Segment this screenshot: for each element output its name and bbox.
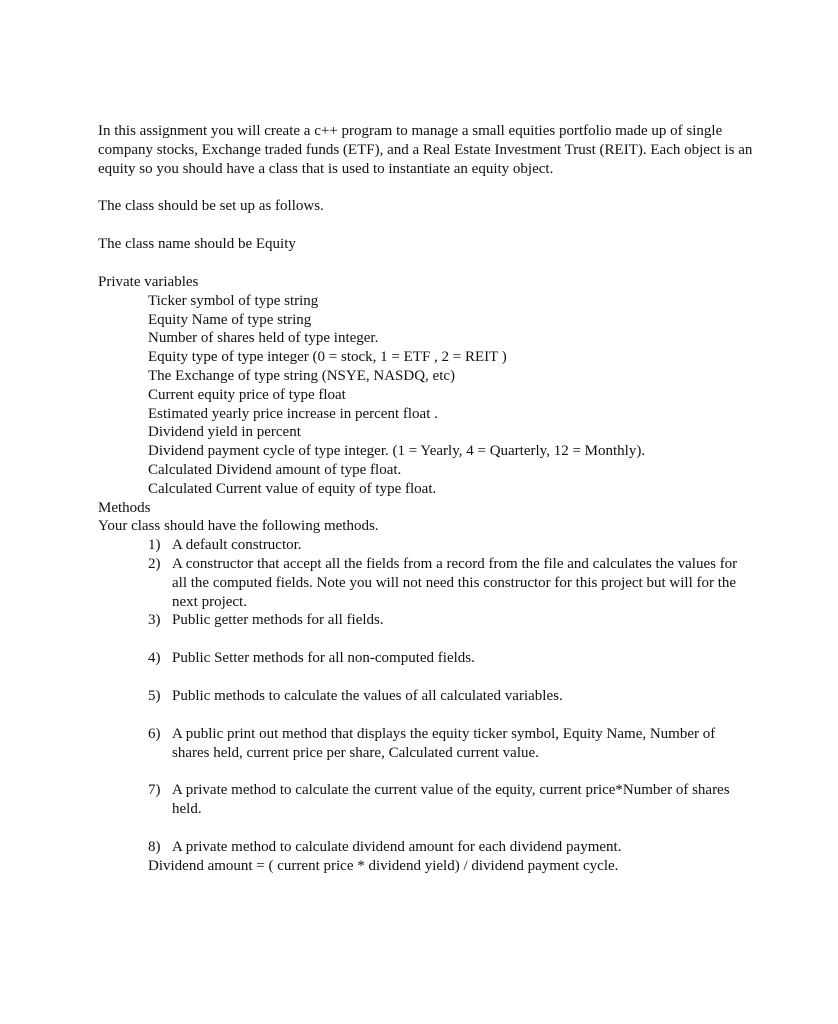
private-var-item: Calculated Dividend amount of type float. xyxy=(148,461,402,478)
private-var-item: Dividend payment cycle of type integer. (1 = Yearly, 4 = Quarterly, 12 = Monthly). xyxy=(148,443,646,460)
method-text: Public Setter methods for all non-computed fields. xyxy=(172,650,475,667)
method-item xyxy=(98,725,778,763)
private-var-item: Equity type of type integer (0 = stock, 1 = ETF , 2 = REIT ) xyxy=(148,349,507,366)
method-number: 1) xyxy=(148,537,161,554)
method-item xyxy=(98,536,778,555)
method-number: 3) xyxy=(148,612,161,629)
private-variables-heading: Private variables xyxy=(98,273,199,290)
private-var-item: Dividend yield in percent xyxy=(148,424,301,441)
private-var-item: Ticker symbol of type string xyxy=(148,292,319,309)
method-item xyxy=(98,838,778,857)
methods-intro: Your class should have the following methods. xyxy=(98,518,379,535)
dividend-formula: Dividend amount = ( current price * dividend yield) / dividend payment cycle. xyxy=(148,857,619,874)
method-text: Public getter methods for all fields. xyxy=(172,612,384,629)
method-number: 7) xyxy=(148,782,161,799)
methods-heading: Methods xyxy=(98,499,151,516)
private-var-item: Equity Name of type string xyxy=(148,311,312,328)
method-number: 5) xyxy=(148,687,161,704)
method-text: A constructor that accept all the fields from a record from the file and calculates the values for all the computed fields. Note you will not need this constructor for this project but will for the next project. xyxy=(172,555,738,610)
methods-list xyxy=(98,536,778,857)
intro-paragraph: In this assignment you will create a c++ program to manage a small equities portfolio made up of single company stocks, Exchange traded funds (ETF), and a Real Estate Investment Trust (REIT). Each object is an equity so you should have a class that is used to instantiate an equity object. xyxy=(98,123,753,177)
private-var-item: Calculated Current value of equity of type float. xyxy=(148,480,437,497)
method-item xyxy=(98,555,778,611)
method-item xyxy=(98,611,778,630)
method-item xyxy=(98,649,778,668)
method-text: Public methods to calculate the values of all calculated variables. xyxy=(172,687,563,704)
private-var-item: Estimated yearly price increase in percent float . xyxy=(148,405,438,422)
private-variables-list xyxy=(98,292,778,499)
method-item xyxy=(98,781,778,819)
method-text: A private method to calculate the current value of the equity, current price*Number of shares held. xyxy=(172,782,730,818)
private-var-item: The Exchange of type string (NSYE, NASDQ, etc) xyxy=(148,367,456,384)
method-item xyxy=(98,687,778,706)
private-var-item: Number of shares held of type integer. xyxy=(148,330,379,347)
setup-line: The class should be set up as follows. xyxy=(98,198,324,215)
method-number: 4) xyxy=(148,650,161,667)
method-text: A default constructor. xyxy=(172,537,302,554)
method-text: A public print out method that displays the equity ticker symbol, Equity Name, Number of shares held, current price per share, Calculated current value. xyxy=(172,725,716,761)
method-number: 2) xyxy=(148,555,161,572)
private-var-item: Current equity price of type float xyxy=(148,386,346,403)
method-text: A private method to calculate dividend amount for each dividend payment. xyxy=(172,838,622,855)
method-number: 6) xyxy=(148,725,161,742)
method-number: 8) xyxy=(148,838,161,855)
document-page xyxy=(98,122,778,876)
class-name-line: The class name should be Equity xyxy=(98,236,296,253)
